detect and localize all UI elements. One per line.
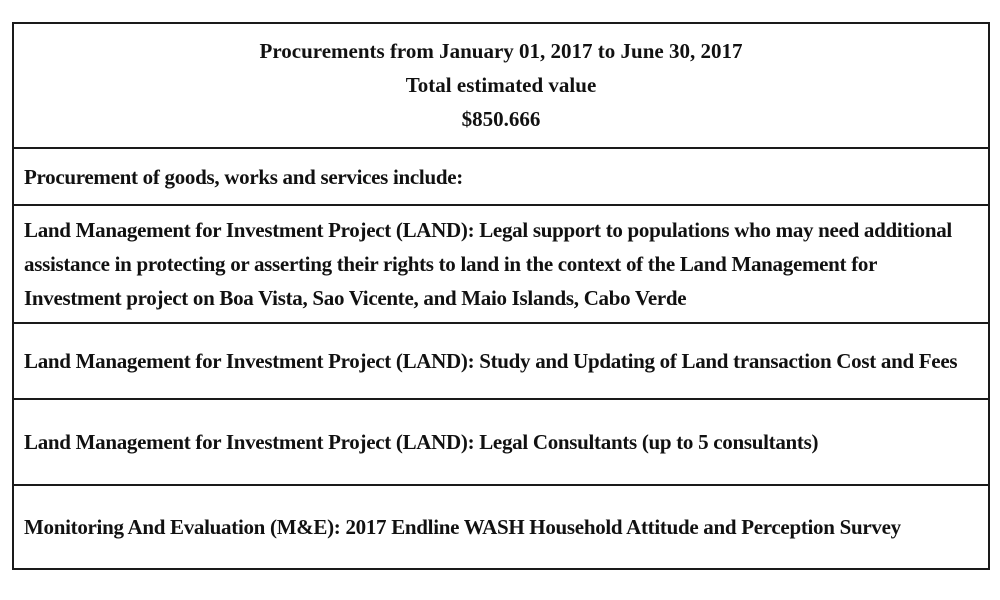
table-row xyxy=(14,324,988,400)
procurement-item: Monitoring And Evaluation (M&E): 2017 Endline WASH Household Attitude and Perception Survey xyxy=(24,515,901,539)
header-total-value: $850.666 xyxy=(461,107,541,131)
procurement-item: Land Management for Investment Project (LAND): Study and Updating of Land transaction Cost and Fees xyxy=(24,349,958,373)
header-title: Procurements from January 01, 2017 to June 30, 2017 xyxy=(259,39,743,63)
intro-text: Procurement of goods, works and services include: xyxy=(24,164,463,189)
table-row xyxy=(14,400,988,486)
table-row xyxy=(14,206,988,324)
table-row xyxy=(14,486,988,568)
table-header xyxy=(14,24,988,149)
procurement-item: Land Management for Investment Project (LAND): Legal Consultants (up to 5 consultants) xyxy=(24,430,819,454)
procurement-table xyxy=(12,22,990,570)
intro-row xyxy=(14,149,988,206)
header-subtitle: Total estimated value xyxy=(405,73,597,97)
procurement-item: Land Management for Investment Project (LAND): Legal support to populations who may need additional assistance in protecting or asserting their rights to land in the context of the Land Management for Investment project on Boa Vista, Sao Vicente, and Maio Islands, Cabo Verde xyxy=(24,218,952,310)
